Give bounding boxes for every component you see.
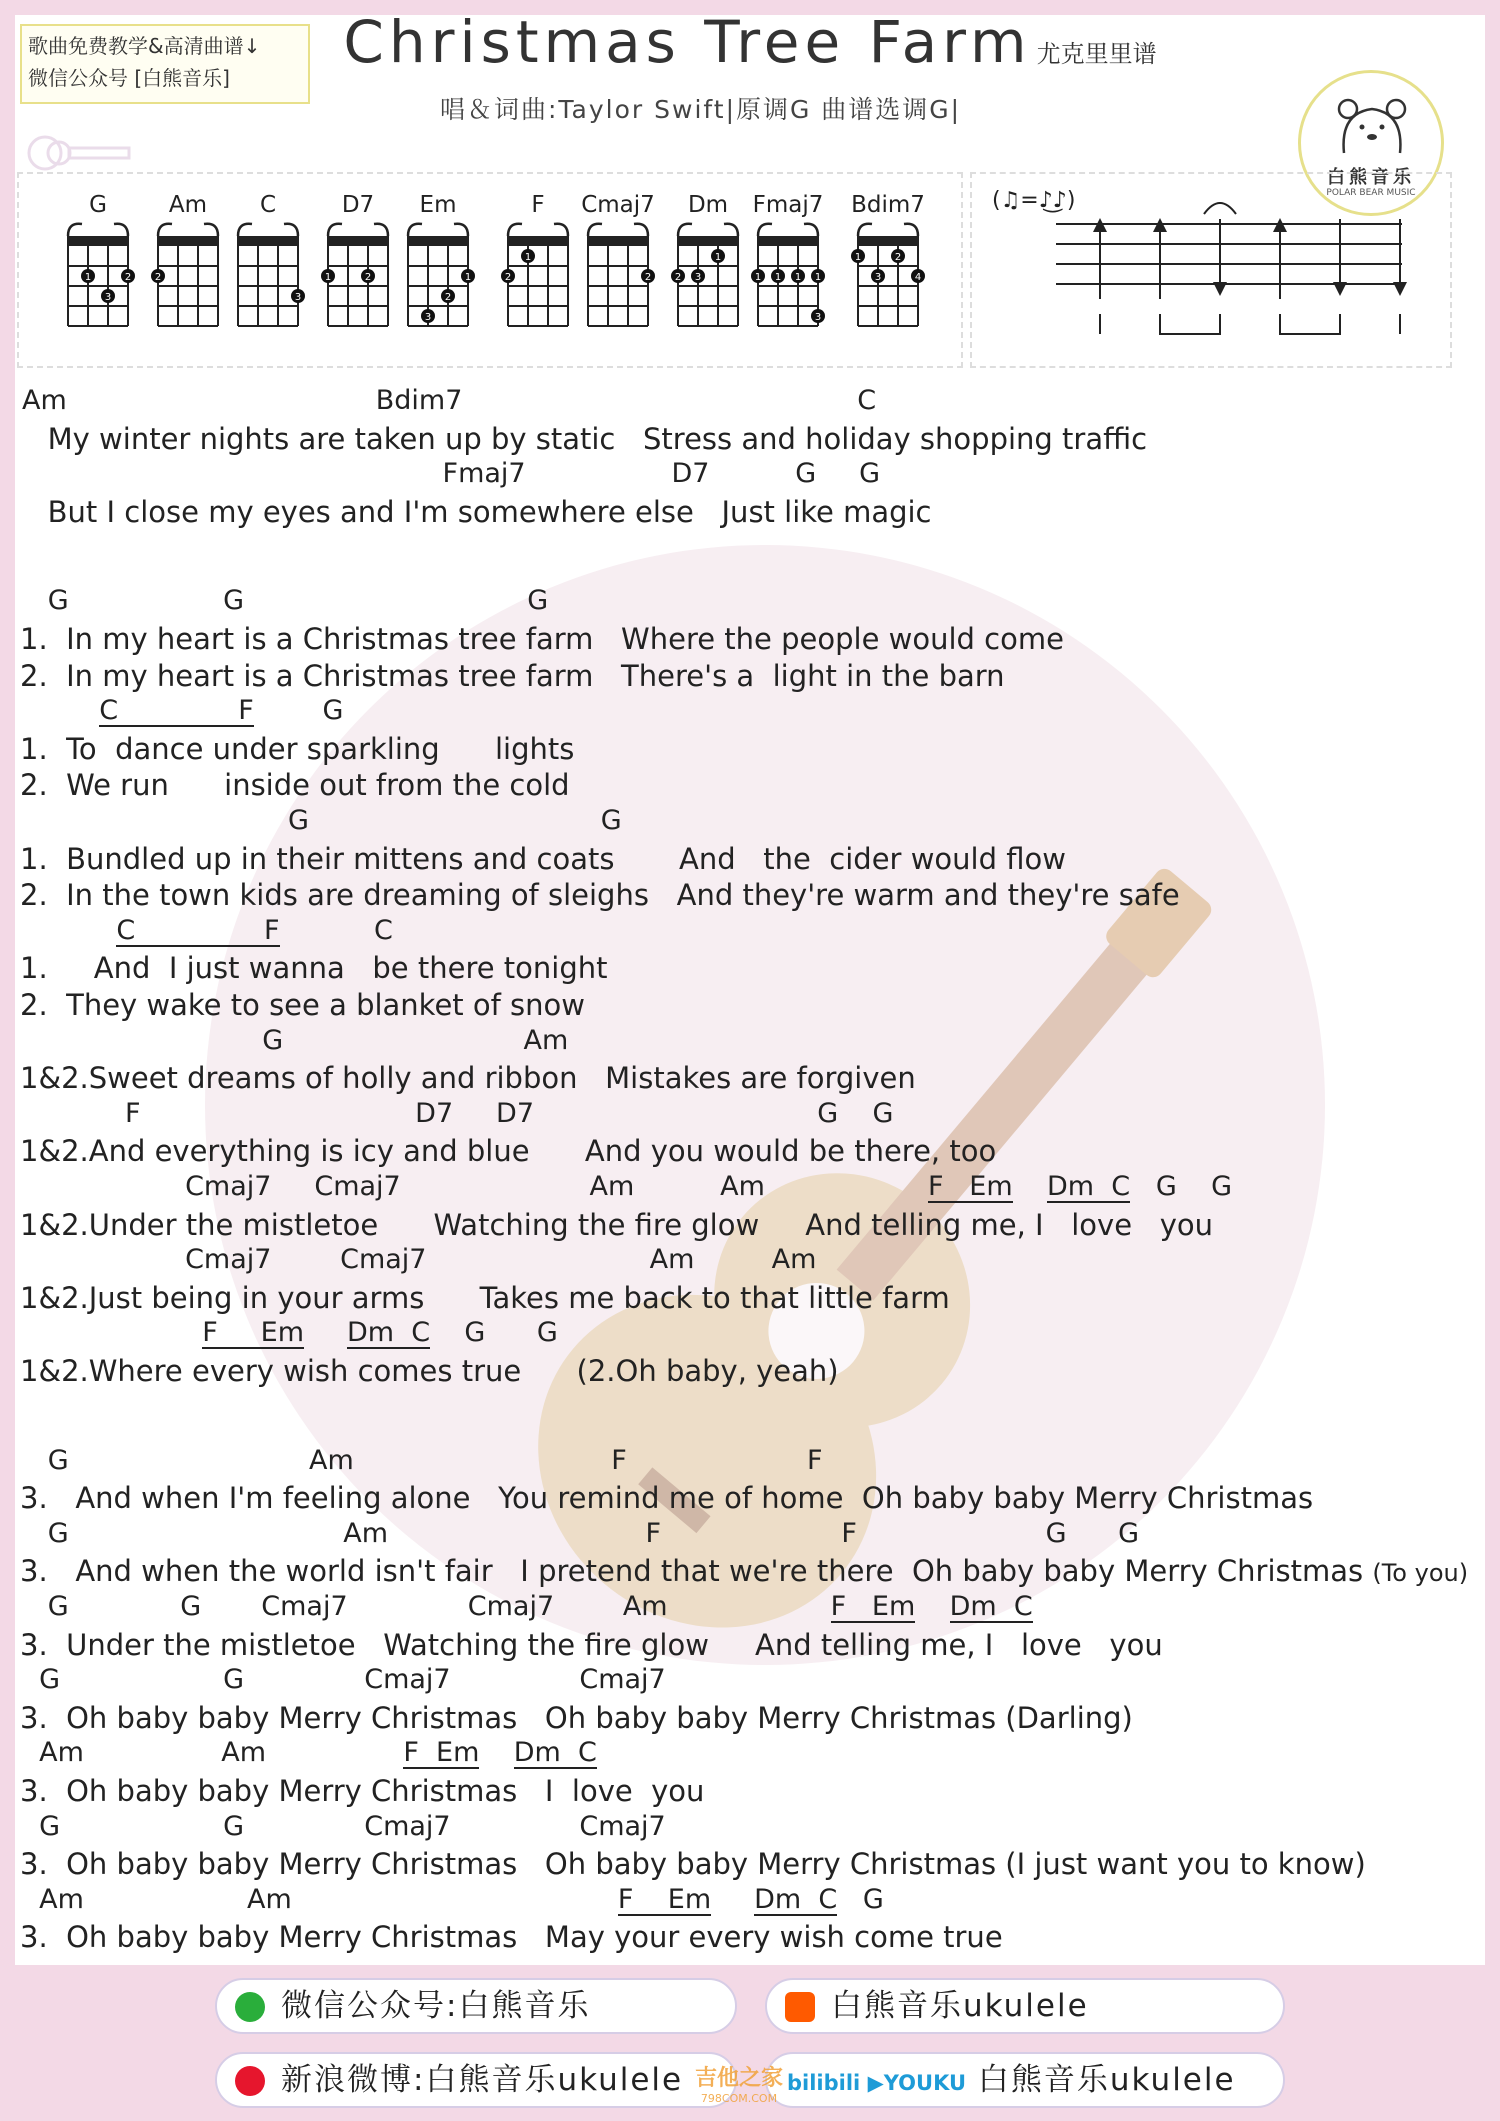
- text-segment: 2. They wake to see a blanket of snow: [20, 988, 585, 1022]
- chord-diagram: [668, 192, 748, 330]
- text-segment: 3. Oh baby baby Merry Christmas May your every wish come true: [20, 1920, 1003, 1955]
- chord-name: Fmaj7: [752, 192, 824, 218]
- text-segment: G G G: [22, 585, 549, 617]
- chord-name: C: [259, 192, 277, 218]
- text-segment: G G: [1130, 1171, 1233, 1202]
- text-segment: 1&2.And everything is icy and blue And you would be there, too: [20, 1134, 997, 1169]
- text-segment: (To you): [1372, 1559, 1469, 1588]
- taobao-text: 白熊音乐ukulele: [831, 1988, 1089, 2024]
- video-text: 白熊音乐ukulele: [977, 2062, 1236, 2098]
- svg-text:3: 3: [104, 292, 112, 303]
- svg-text:1: 1: [794, 272, 802, 283]
- video-brands: bilibili ▶YOUKU: [787, 2071, 967, 2095]
- text-segment: 1&2.Just being in your arms Takes me back to that little farm: [20, 1280, 950, 1315]
- chord-group: Dm C: [1046, 1171, 1131, 1202]
- chord-name: G: [89, 192, 107, 218]
- lyric-line: [20, 988, 585, 1022]
- text-segment: G G Cmaj7 Cmaj7: [22, 1664, 666, 1696]
- lyric-line: [20, 1920, 1003, 1954]
- lyric-line: [20, 622, 1064, 656]
- text-segment: G G Cmaj7 Cmaj7 Am: [22, 1591, 831, 1622]
- svg-text:1: 1: [464, 272, 472, 283]
- svg-text:1: 1: [774, 272, 782, 283]
- text-segment: [479, 1737, 513, 1768]
- chord-line: [22, 1025, 568, 1056]
- chord-group: Dm C: [346, 1317, 431, 1349]
- strum-tempo: (♫=♪͜♪): [992, 188, 1076, 213]
- chord-line: [22, 458, 880, 489]
- text-segment: Am Am: [22, 1883, 618, 1915]
- text-segment: 1. And I just wanna be there tonight: [20, 951, 608, 986]
- text-segment: 2. In the town kids are dreaming of sleighs And they're warm and they're safe: [20, 878, 1180, 913]
- text-segment: G G Cmaj7 Cmaj7: [22, 1810, 666, 1842]
- text-segment: G G: [22, 805, 622, 836]
- lyric-line: [20, 422, 1147, 456]
- svg-text:3: 3: [814, 312, 822, 323]
- chord-diagram: [398, 192, 478, 330]
- watermark-text: 吉他之家: [695, 2066, 784, 2091]
- text-segment: Am: [22, 385, 67, 416]
- strum-pattern-box: [970, 172, 1452, 368]
- chord-group: C F: [116, 914, 280, 946]
- lyric-line: [20, 878, 1180, 912]
- weibo-text: 新浪微博:白熊音乐ukulele: [281, 2062, 684, 2098]
- lyric-line: [20, 659, 1005, 693]
- svg-text:1: 1: [84, 272, 92, 283]
- fretboard-grid: [228, 218, 308, 330]
- chord-name: Em: [419, 192, 457, 218]
- svg-text:2: 2: [124, 272, 132, 283]
- wechat-pill[interactable]: [215, 1978, 737, 2034]
- text-segment: Cmaj7 Cmaj7 Am Am: [22, 1244, 817, 1276]
- text-segment: 2. We run inside out from the cold: [20, 768, 570, 803]
- lyric-line: [20, 1847, 1366, 1881]
- lyric-line: [20, 951, 608, 985]
- text-segment: 3. Under the mistletoe Watching the fire glow And telling me, I love you: [20, 1627, 1163, 1662]
- text-segment: G Am: [22, 1024, 569, 1056]
- chord-line: [22, 1317, 558, 1349]
- text-segment: Bdim7: [66, 385, 463, 416]
- chord-line: [22, 1664, 666, 1695]
- lyric-line: [20, 1061, 916, 1095]
- text-segment: [915, 1591, 949, 1622]
- svg-text:1: 1: [714, 252, 722, 263]
- text-segment: C: [279, 914, 393, 946]
- text-segment: 3. Oh baby baby Merry Christmas Oh baby baby Merry Christmas (Darling): [20, 1700, 1133, 1735]
- text-segment: G Am F F: [22, 1444, 823, 1476]
- text-segment: 1. In my heart is a Christmas tree farm Where the people would come: [20, 622, 1064, 656]
- lyric-line: [20, 1628, 1163, 1662]
- chord-group: Dm C: [754, 1883, 838, 1915]
- chord-line: [22, 805, 622, 836]
- video-pill[interactable]: [765, 2052, 1285, 2108]
- text-segment: 1. To dance under sparkling lights: [20, 731, 575, 766]
- lyric-line: [20, 1701, 1133, 1735]
- chord-name: Am: [168, 192, 208, 218]
- chord-group: F Em: [617, 1883, 712, 1915]
- song-title: Christmas Tree Farm: [343, 8, 1032, 76]
- lyric-line: [20, 495, 932, 529]
- chord-group: Dm C: [513, 1737, 597, 1769]
- text-segment: 1. Bundled up in their mittens and coats And the cider would flow: [20, 841, 1066, 876]
- svg-text:1: 1: [814, 272, 822, 283]
- chord-group: F Em: [202, 1317, 305, 1349]
- text-segment: 1&2.Where every wish comes true (2.Oh baby, yeah): [20, 1354, 839, 1388]
- lyric-line: [20, 1774, 704, 1808]
- svg-text:3: 3: [874, 272, 882, 283]
- chord-diagram: [578, 192, 658, 330]
- watermark: [695, 2061, 783, 2105]
- fretboard-grid: [58, 218, 138, 330]
- svg-text:2: 2: [364, 272, 372, 283]
- taobao-pill[interactable]: [765, 1978, 1285, 2034]
- lyric-line: [20, 1354, 839, 1388]
- chord-diagram: [318, 192, 398, 330]
- polar-bear-icon: [1334, 93, 1410, 159]
- taobao-icon: [785, 1992, 815, 2022]
- text-segment: 3. Oh baby baby Merry Christmas Oh baby baby Merry Christmas (I just want you to know): [20, 1847, 1366, 1882]
- title-tag: 尤克里里谱: [1036, 40, 1157, 68]
- lyric-line: [20, 1134, 996, 1168]
- text-segment: Cmaj7 Cmaj7 Am Am: [22, 1171, 928, 1202]
- svg-text:2: 2: [504, 272, 512, 283]
- svg-text:2: 2: [644, 272, 652, 283]
- chord-diagram: [148, 192, 228, 330]
- footer: [0, 1965, 1500, 2121]
- text-segment: [711, 1884, 754, 1915]
- chord-line: [22, 1445, 823, 1476]
- chord-group: Dm C: [949, 1591, 1033, 1622]
- weibo-icon: [235, 2066, 265, 2096]
- fretboard-grid: [398, 218, 478, 330]
- text-segment: G: [253, 695, 344, 727]
- svg-text:2: 2: [894, 252, 902, 263]
- svg-text:3: 3: [294, 292, 302, 303]
- chord-line: [22, 1737, 597, 1769]
- chord-diagram: [848, 192, 928, 330]
- song-title-block: [0, 8, 1500, 76]
- text-segment: Am Am: [22, 1737, 404, 1769]
- lyric-line: [20, 1208, 1213, 1242]
- chord-group: F Em: [830, 1591, 916, 1622]
- svg-text:2: 2: [154, 272, 162, 283]
- chord-name: F: [531, 192, 545, 218]
- logo-name: 白熊音乐: [1327, 167, 1415, 188]
- lyric-line: [20, 842, 1066, 876]
- lyric-line: [20, 768, 570, 802]
- text-segment: G G: [430, 1317, 558, 1349]
- watermark-url: 798COM.COM: [700, 2092, 778, 2105]
- text-segment: F D7 D7 G G: [22, 1097, 894, 1129]
- lyric-line: [20, 1554, 1468, 1588]
- chord-diagram: [498, 192, 578, 330]
- fretboard-grid: [148, 218, 228, 330]
- svg-text:2: 2: [444, 292, 452, 303]
- text-segment: [22, 1317, 202, 1348]
- text-segment: Fmaj7 D7 G G: [22, 458, 881, 490]
- text-segment: [22, 695, 99, 726]
- svg-text:1: 1: [754, 272, 762, 283]
- svg-text:2: 2: [674, 272, 682, 283]
- chord-diagram: [228, 192, 308, 330]
- promo-line-2: 微信公众号 [白熊音乐]: [28, 66, 230, 90]
- chord-name: Dm: [687, 192, 729, 218]
- chord-group: F Em: [403, 1737, 480, 1769]
- svg-text:4: 4: [914, 272, 922, 283]
- chord-line: [22, 695, 343, 727]
- chord-line: [22, 1244, 816, 1275]
- svg-text:1: 1: [524, 252, 532, 263]
- fretboard-grid: [498, 218, 578, 330]
- promo-line-1: 歌曲免费教学&高清曲谱↓: [28, 34, 261, 58]
- fretboard-grid: [318, 218, 398, 330]
- chord-diagram: [58, 192, 138, 330]
- fretboard-grid: [848, 218, 928, 330]
- svg-text:1: 1: [324, 272, 332, 283]
- text-segment: 1&2.Sweet dreams of holly and ribbon Mistakes are forgiven: [20, 1061, 916, 1096]
- chord-line: [22, 1518, 1139, 1549]
- strum-pattern-diagram: [972, 174, 1452, 368]
- chord-line: [22, 1811, 666, 1842]
- lyric-line: [20, 1481, 1313, 1515]
- chord-line: [22, 585, 548, 616]
- ukulele-logo-icon: [25, 128, 135, 178]
- lyric-line: [20, 732, 574, 766]
- chord-line: [22, 1884, 884, 1916]
- chord-line: [22, 1591, 1033, 1623]
- svg-text:3: 3: [424, 312, 432, 323]
- chord-line: [22, 1098, 893, 1129]
- logo-english: POLAR BEAR MUSIC: [1326, 188, 1416, 198]
- text-segment: [22, 915, 116, 946]
- text-segment: G Am F F G G: [22, 1517, 1140, 1549]
- lyric-line: [20, 1281, 950, 1315]
- svg-text:3: 3: [694, 272, 702, 283]
- chord-line: [22, 385, 876, 416]
- fretboard-grid: [668, 218, 748, 330]
- chord-name: Cmaj7: [581, 192, 655, 218]
- text-segment: [1013, 1171, 1047, 1202]
- text-segment: But I close my eyes and I'm somewhere else Just like magic: [20, 494, 932, 529]
- text-segment: My winter nights are taken up by static Stress and holiday shopping traffic: [20, 421, 1148, 456]
- text-segment: G: [837, 1883, 884, 1915]
- chord-name: Bdim7: [851, 192, 925, 218]
- text-segment: C: [462, 385, 877, 416]
- text-segment: 3. And when the world isn't fair I pretend that we're there Oh baby baby Merry Christmas: [20, 1554, 1373, 1589]
- wechat-text: 微信公众号:白熊音乐: [281, 1988, 591, 2024]
- chord-group: C F: [99, 695, 254, 727]
- text-segment: [304, 1317, 347, 1348]
- text-segment: 1&2.Under the mistletoe Watching the fire glow And telling me, I love you: [20, 1207, 1213, 1242]
- chord-diagram: [748, 192, 828, 330]
- text-segment: 3. Oh baby baby Merry Christmas I love you: [20, 1774, 705, 1808]
- wechat-icon: [235, 1992, 265, 2022]
- chord-group: F Em: [928, 1171, 1013, 1202]
- chord-line: [22, 1171, 1232, 1203]
- chord-name: D7: [341, 192, 375, 218]
- song-info: 唱＆词曲:Taylor Swift|原调G 曲谱选调G|: [440, 95, 962, 124]
- svg-text:1: 1: [854, 252, 862, 263]
- text-segment: 3. And when I'm feeling alone You remind me of home Oh baby baby Merry Christmas: [20, 1481, 1314, 1516]
- chord-line: [22, 915, 393, 947]
- text-segment: 2. In my heart is a Christmas tree farm There's a light in the barn: [20, 658, 1005, 693]
- weibo-pill[interactable]: [215, 2052, 737, 2108]
- fretboard-grid: [748, 218, 828, 330]
- fretboard-grid: [578, 218, 658, 330]
